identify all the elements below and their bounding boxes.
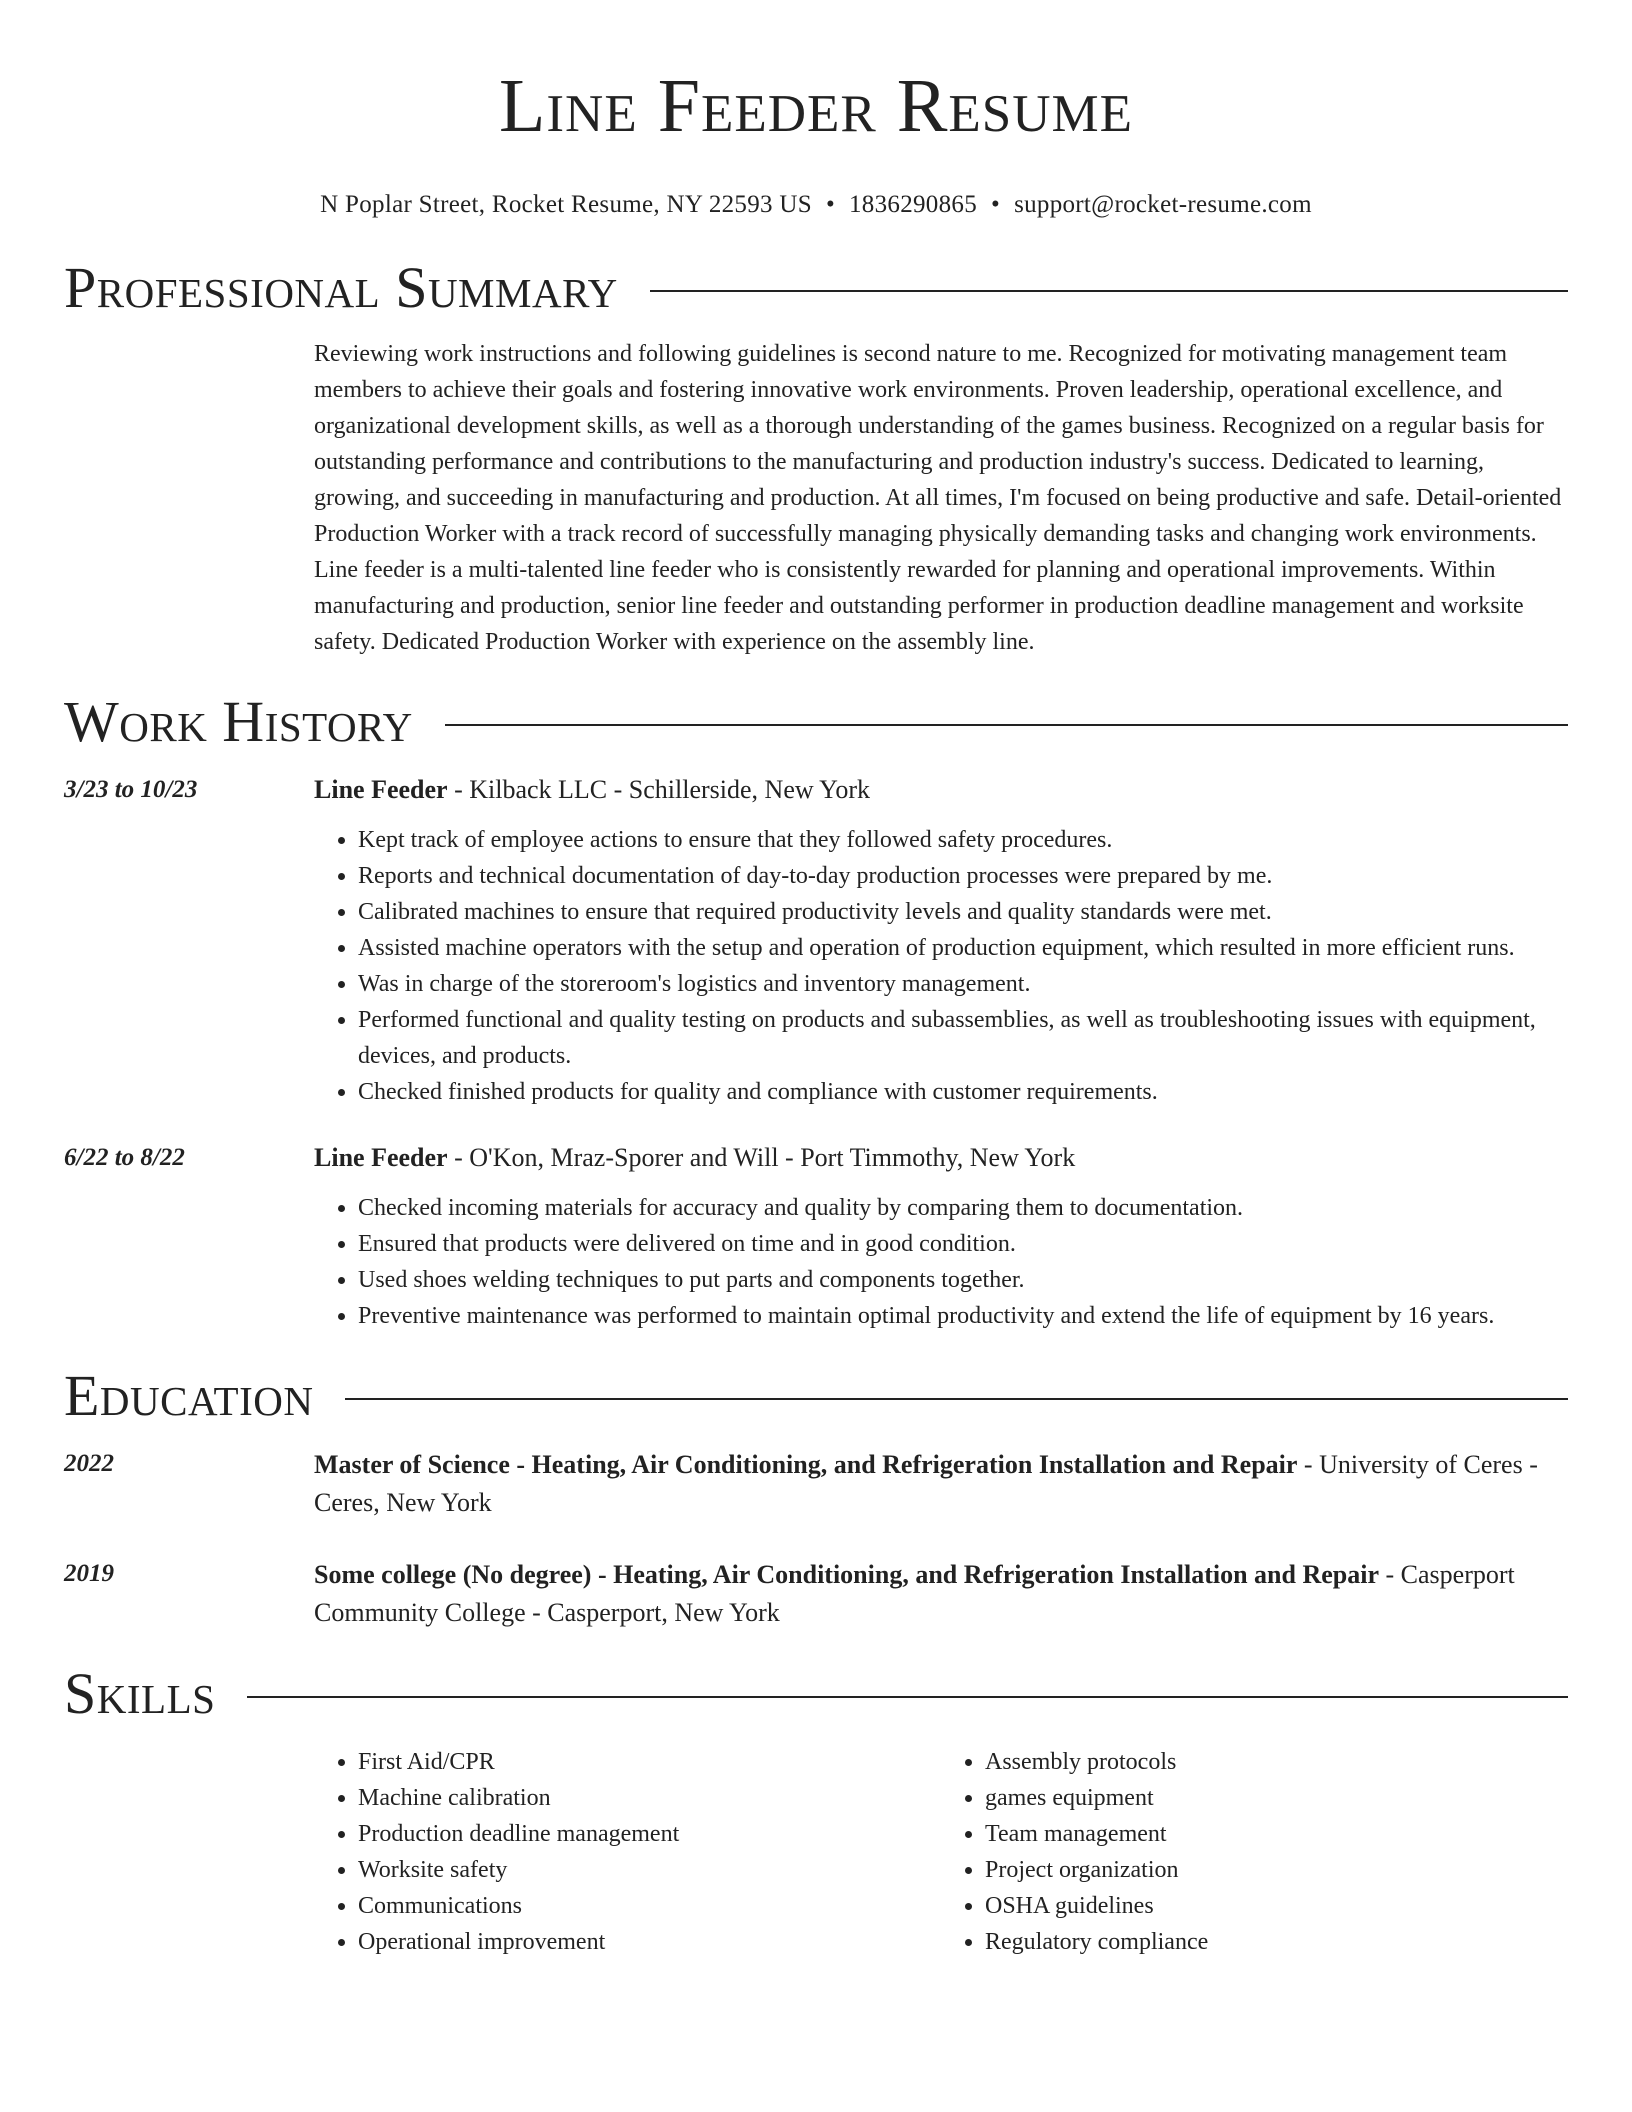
- summary-heading: Professional Summary: [64, 255, 618, 320]
- contact-address: N Poplar Street, Rocket Resume, NY 22593 US: [320, 191, 812, 218]
- job-employer: - O'Kon, Mraz-Sporer and Will - Port Timmothy, New York: [447, 1143, 1076, 1172]
- skill-item: • First Aid/CPR: [358, 1744, 941, 1780]
- section-divider: [345, 1398, 1568, 1400]
- section-divider: [445, 724, 1568, 726]
- skill-item: • Communications: [358, 1888, 941, 1924]
- summary-section: [64, 336, 1568, 660]
- job-duty-item: • Was in charge of the storeroom's logistics and inventory management.: [358, 966, 1568, 1002]
- summary-spacer: [64, 336, 314, 660]
- skill-item: • Assembly protocols: [985, 1744, 1568, 1780]
- work-heading: Work History: [64, 689, 413, 754]
- section-divider: [247, 1696, 1568, 1698]
- summary-text: Reviewing work instructions and following guidelines is second nature to me. Recognized for motivating management team members to achieve their goals and fostering innovative work environments. Proven leadership, operational excellence, and organizational development skills, as well as a thorough understanding of the games business. Recognized on a regular basis for outstanding performance and contributions to the manufacturing and production industry's success. Dedicated to learning, growing, and succeeding in manufacturing and production. At all times, I'm focused on being productive and safe. Detail-oriented Production Worker with a track record of successfully managing physically demanding tasks and changing work environments. Line feeder is a multi-talented line feeder who is consistently rewarded for planning and operational improvements. Within manufacturing and production, senior line feeder and outstanding performer in production deadline management and worksite safety. Dedicated Production Worker with experience on the assembly line.: [314, 341, 1562, 655]
- job-dates: 6/22 to 8/22: [64, 1144, 185, 1171]
- contact-separator: •: [825, 191, 835, 218]
- job-duties-list: [314, 1190, 1568, 1334]
- job-role: Line Feeder: [314, 1143, 448, 1172]
- job-duties-list: [314, 822, 1568, 1110]
- job-duty-item: • Checked finished products for quality and compliance with customer requirements.: [358, 1074, 1568, 1110]
- contact-email: support@rocket-resume.com: [1014, 191, 1312, 218]
- education-degree: Some college (No degree) - Heating, Air Conditioning, and Refrigeration Installation and Repair: [314, 1560, 1379, 1589]
- education-entry: [64, 1446, 1568, 1522]
- education-body: [314, 1556, 1568, 1632]
- education-year: 2022: [64, 1450, 114, 1477]
- skill-item: • Team management: [985, 1816, 1568, 1852]
- education-year: 2019: [64, 1560, 114, 1587]
- skills-list-left: [314, 1744, 941, 1960]
- job-duty-item: • Kept track of employee actions to ensure that they followed safety procedures.: [358, 822, 1568, 858]
- education-list: [64, 1446, 1568, 1632]
- job-duty-item: • Ensured that products were delivered on time and in good condition.: [358, 1226, 1568, 1262]
- summary-section-header: [64, 256, 1568, 320]
- skill-item: • OSHA guidelines: [985, 1888, 1568, 1924]
- job-duty-item: • Checked incoming materials for accuracy and quality by comparing them to documentation.: [358, 1190, 1568, 1226]
- job-employer: - Kilback LLC - Schillerside, New York: [447, 775, 871, 804]
- job-duty-item: • Used shoes welding techniques to put parts and components together.: [358, 1262, 1568, 1298]
- education-section-header: [64, 1364, 1568, 1428]
- skill-item: • Machine calibration: [358, 1780, 941, 1816]
- education-heading: Education: [64, 1363, 314, 1428]
- job-dates: 3/23 to 10/23: [64, 776, 198, 803]
- contact-separator: •: [991, 191, 1001, 218]
- skills-section-header: [64, 1662, 1568, 1726]
- job-body: [314, 772, 1568, 1110]
- skills-section: [64, 1744, 1568, 1960]
- resume-title: Line Feeder Resume: [498, 64, 1134, 148]
- job-duty-item: • Preventive maintenance was performed to maintain optimal productivity and extend the life of equipment by 16 years.: [358, 1298, 1568, 1334]
- education-degree: Master of Science - Heating, Air Conditioning, and Refrigeration Installation and Repair: [314, 1450, 1298, 1479]
- skills-spacer: [64, 1744, 314, 1960]
- skills-columns: [314, 1744, 1568, 1960]
- job-duty-item: • Performed functional and quality testing on products and subassemblies, as well as troubleshooting issues with equipment, devices, and products.: [358, 1002, 1568, 1074]
- contact-line: [64, 188, 1568, 222]
- education-school: - Casperport Community College - Casperport, New York: [314, 1560, 1515, 1627]
- job-entry: [64, 1140, 1568, 1334]
- work-section-header: [64, 690, 1568, 754]
- job-heading: [314, 1140, 1568, 1176]
- skill-item: • Operational improvement: [358, 1924, 941, 1960]
- contact-phone: 1836290865: [849, 191, 977, 218]
- education-body: [314, 1446, 1568, 1522]
- skill-item: • Production deadline management: [358, 1816, 941, 1852]
- job-duty-item: • Reports and technical documentation of day-to-day production processes were prepared by me.: [358, 858, 1568, 894]
- job-entry: [64, 772, 1568, 1110]
- education-entry: [64, 1556, 1568, 1632]
- work-history-list: [64, 772, 1568, 1334]
- skill-item: • Project organization: [985, 1852, 1568, 1888]
- job-role: Line Feeder: [314, 775, 448, 804]
- skills-list-right: [941, 1744, 1568, 1960]
- education-school: - University of Ceres - Ceres, New York: [314, 1450, 1538, 1517]
- job-duty-item: • Assisted machine operators with the setup and operation of production equipment, which resulted in more efficient runs.: [358, 930, 1568, 966]
- skill-item: • Regulatory compliance: [985, 1924, 1568, 1960]
- job-duty-item: • Calibrated machines to ensure that required productivity levels and quality standards were met.: [358, 894, 1568, 930]
- skill-item: • games equipment: [985, 1780, 1568, 1816]
- skills-heading: Skills: [64, 1661, 216, 1726]
- job-heading: [314, 772, 1568, 808]
- section-divider: [650, 290, 1568, 292]
- skill-item: • Worksite safety: [358, 1852, 941, 1888]
- job-body: [314, 1140, 1568, 1334]
